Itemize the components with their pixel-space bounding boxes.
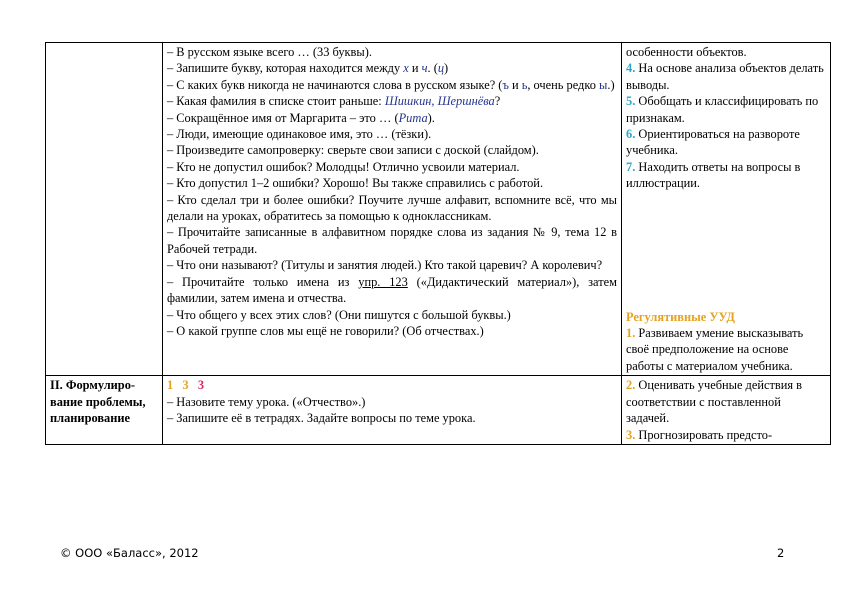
text-line: – Что они называют? (Титулы и занятия людей.) Кто такой царевич? А королевич? [167, 258, 603, 273]
emphasis-text: ы [599, 77, 608, 92]
emphasis-text: Шишкин, Шершнёва [384, 94, 495, 109]
uud-cell [622, 43, 831, 376]
regulatory-uud-list [626, 377, 826, 443]
lesson-plan-table [45, 42, 831, 445]
text-line: – Кто допустил 1–2 ошибки? Хорошо! Вы также справились с работой. [167, 176, 544, 191]
text-line: – Какая фамилия в списке стоит раньше: Шишкин, Шершнёва? [167, 94, 501, 109]
uud-item: 7. Находить ответы на вопросы в иллюстрации. [626, 159, 801, 191]
text-line: – В русском языке всего … (33 буквы). [167, 45, 372, 59]
uud-item: 2. Оценивать учебные действия в соответствии с поставленной задачей. [626, 378, 803, 426]
stage-cell-empty [46, 43, 163, 376]
item-number: 4. [626, 61, 636, 76]
emphasis-text: Рита [398, 110, 428, 125]
uud-item: особенности объектов. [626, 45, 747, 59]
level-digit: 1 [167, 378, 175, 393]
level-digit: 3 [182, 378, 190, 393]
text-line: – Произведите самопроверку: сверьте свои записи с доской (слайдом). [167, 143, 539, 158]
stage-title: II. Формулиро-вание проблемы, планирование [46, 376, 163, 445]
uud-item: 1. Развиваем умение высказывать своё предположение на основе работы с материалом учебника. [626, 326, 804, 373]
text-line: – Запишите букву, которая находится между х и ч. (ц) [167, 61, 449, 76]
emphasis-text: упр. 123 [358, 274, 408, 289]
uud-cell [622, 376, 831, 445]
item-number: 6. [626, 127, 636, 142]
page-number: 2 [777, 546, 785, 560]
text-line: – Прочитайте только имена из упр. 123 («Дидактический материал»), затем фамилии, затем имена и отчества. [167, 274, 617, 306]
uud-item: 6. Ориентироваться на развороте учебника. [626, 127, 800, 158]
text-line: – Прочитайте записанные в алфавитном порядке слова из задания № 9, тема 12 в Рабочей тетради. [167, 225, 617, 256]
text-line: – С каких букв никогда не начинаются слова в русском языке? (ъ и ь, очень редко ы.) [167, 77, 615, 92]
uud-item: 3. Прогнозировать предсто- [626, 427, 773, 442]
text-line: – О какой группе слов мы ещё не говорили? (Об отчествах.) [167, 323, 484, 338]
text-line: – Назовите тему урока. («Отчество».) [167, 394, 366, 409]
text-line: – Запишите её в тетрадях. Задайте вопросы по теме урока. [167, 411, 476, 426]
text-line: – Сокращённое имя от Маргарита – это … (Рита). [167, 110, 435, 125]
item-number: 2. [626, 378, 636, 393]
activity-cell [163, 43, 622, 376]
cognitive-uud-list [626, 44, 826, 192]
text-line: – Что общего у всех этих слов? (Они пишутся с большой буквы.) [167, 307, 511, 322]
table-row [46, 376, 831, 445]
emphasis-text: х [403, 61, 409, 76]
table-row [46, 43, 831, 376]
text-line: – Люди, имеющие одинаковое имя, это … (тёзки). [167, 127, 432, 142]
emphasis-text: ь [521, 77, 528, 92]
emphasis-text: ц [437, 61, 445, 76]
text-line: – Кто сделал три и более ошибки? Поучите лучше алфавит, вспомните всё, что мы делали на уроках, обратитесь за помощью к одноклассникам. [167, 192, 617, 224]
uud-item: 5. Обобщать и классифицировать по признакам. [626, 94, 819, 125]
regulatory-uud-list [626, 325, 826, 374]
activity-lines [167, 394, 617, 427]
footer-copyright: © ООО «Баласс», 2012 [60, 546, 199, 560]
regulatory-uud-heading: Регулятивные УУД [626, 309, 735, 324]
item-number: 7. [626, 159, 636, 174]
uud-item: 4. На основе анализа объектов делать выводы. [626, 61, 824, 92]
item-number: 3. [626, 427, 636, 442]
activity-cell [163, 376, 622, 445]
emphasis-text: ъ [502, 77, 509, 92]
level-digit: 3 [197, 378, 206, 393]
item-number: 5. [626, 94, 636, 109]
item-number: 1. [626, 326, 636, 341]
emphasis-text: ч [421, 61, 428, 76]
activity-lines [167, 44, 617, 339]
text-line: – Кто не допустил ошибок? Молодцы! Отлично усвоили материал. [167, 159, 520, 174]
level-digits [167, 377, 617, 393]
